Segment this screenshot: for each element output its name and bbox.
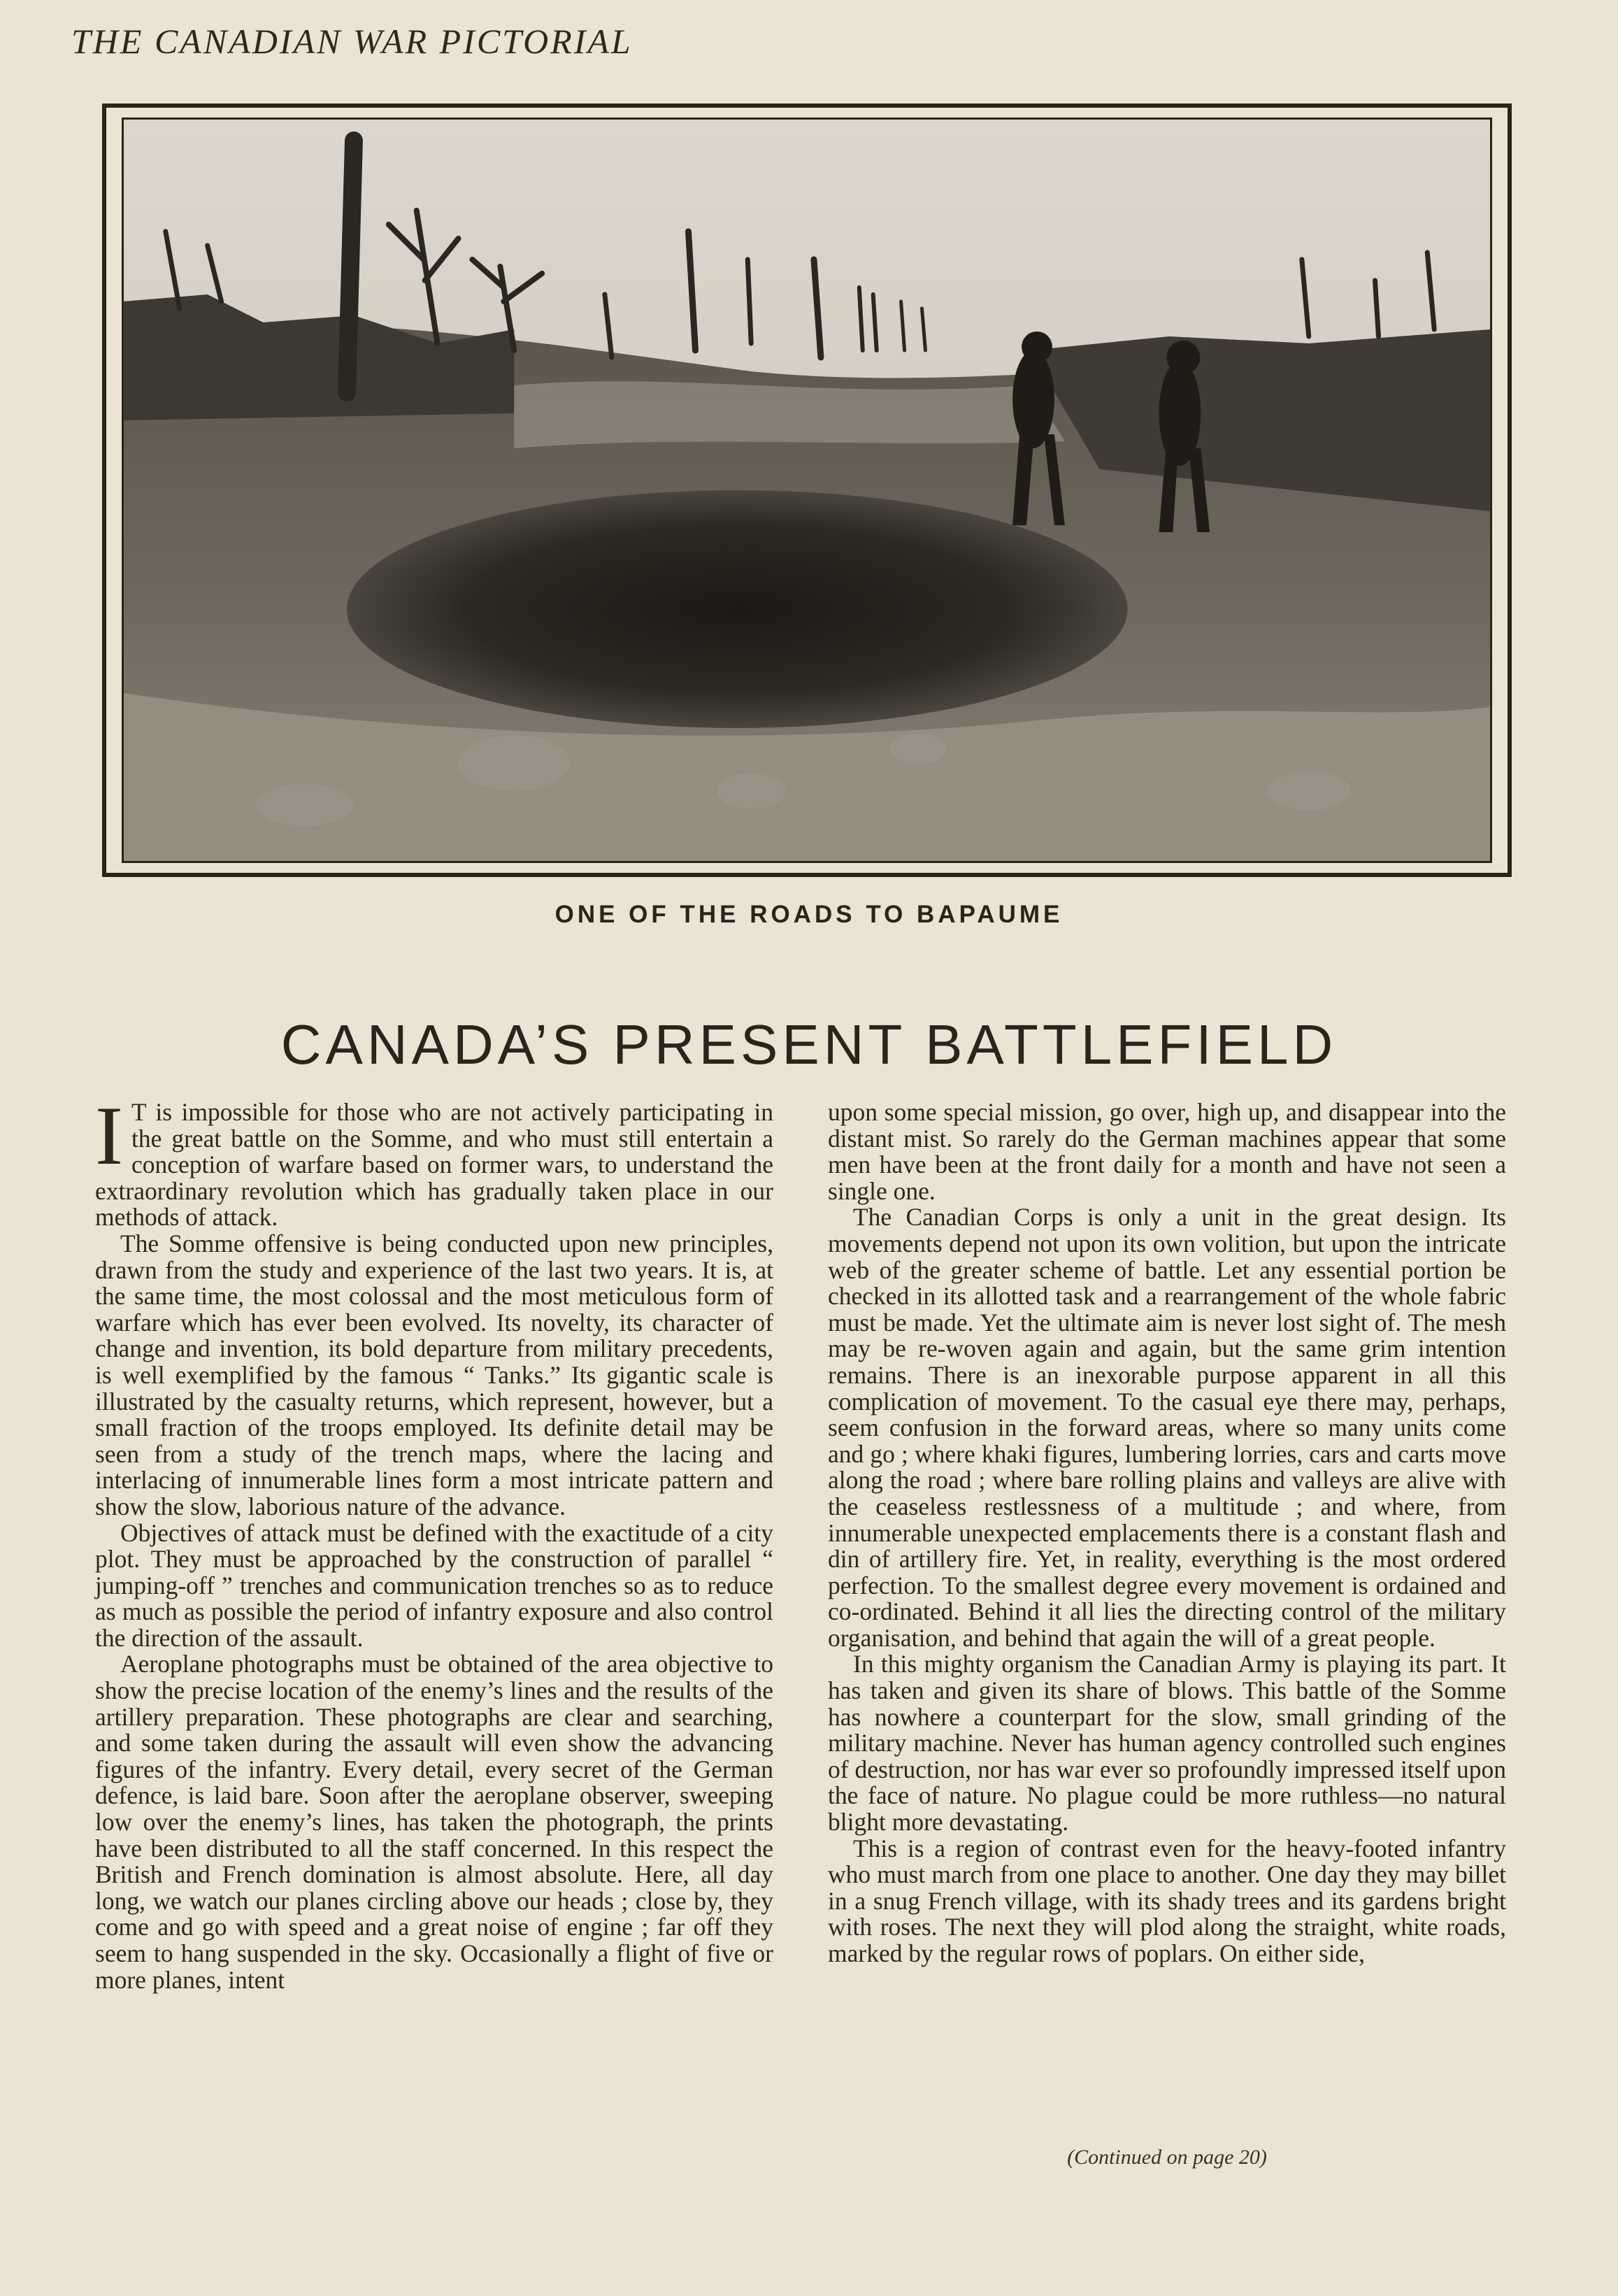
article-paragraph: Objectives of attack must be defined with the exactitude of a city plot. They must be approached by the construction of parallel “ jumping-off ” trenches and communication trenches so as to reduce as much as possible the period of infantry exposure and also control the direction of the assault. [95, 1518, 773, 1652]
article-paragraph: Aeroplane photographs must be obtained of the area objective to show the precise location of the enemy’s lines and the results of the artillery preparation. These photographs are clear and searching, and some taken during the assault will even show the advancing figures of the infantry. Every detail, every secret of the German defence, is laid bare. Soon after the aeroplane observer, sweeping low over the enemy’s lines, has taken the photograph, the prints have been distributed to all the staff concerned. In this respect the British and French domination is almost absolute. Here, all day long, we watch our planes circling above our heads ; close by, they come and go with speed and a great noise of engine ; far off they seem to hang suspended in the sky. Occasionally a flight of five or more planes, intent [95, 1650, 773, 1994]
photo-caption: ONE OF THE ROADS TO BAPAUME [554, 901, 1064, 928]
article-paragraph [95, 1089, 773, 1232]
article-paragraph: The Somme offensive is being conducted upon new principles, drawn from the study and experience of the last two years. It is, at the same time, the most colossal and the most meticulous form of warfare which has ever been evolved. Its novelty, its character of change and invention, its bold departure from military precedents, is well exemplified by the famous “ Tanks.” Its gigantic scale is illustrated by the casualty returns, which represent, however, but a small fraction of the troops employed. Its definite detail may be seen from a study of the trench maps, where the lacing and interlacing of innumerable lines form a most intricate pattern and show the slow, laborious nature of the advance. [95, 1229, 773, 1520]
article-headline: CANADA’S PRESENT BATTLEFIELD [280, 1013, 1338, 1076]
article-column-left [95, 1089, 773, 1994]
drop-cap: I [95, 1089, 123, 1182]
continued-note: (Continued on page 20) [1067, 2146, 1267, 2169]
masthead: THE CANADIAN WAR PICTORIAL [71, 22, 633, 61]
article-paragraph: This is a region of contrast even for the heavy-footed infantry who must march from one place to another. One day they may billet in a snug French village, with its shady trees and its gardens bright with roses. The next they will plod along the straight, white roads, marked by the regular rows of poplars. On either side, [828, 1834, 1506, 1967]
battlefield-photo [122, 117, 1492, 863]
article-column-right [828, 1099, 1506, 1967]
photo-frame [102, 104, 1512, 877]
paragraph-text: T is impossible for those who are not actively participating in the great battle on the Somme, and who must still entertain a conception of warfare based on former wars, to understand the extraordinary revolution which has gradually taken place in our methods of attack. [95, 1098, 773, 1232]
battlefield-photo-image [124, 120, 1490, 861]
article-paragraph: The Canadian Corps is only a unit in the great design. Its movements depend not upon its own volition, but upon the intricate web of the greater scheme of battle. Let any essential portion be checked in its allotted task and a rearrangement of the whole fabric must be made. Yet the ultimate aim is never lost sight of. The mesh may be re-woven again and again, but the same grim intention remains. There is an inexorable purpose apparent in all this complication of movement. To the casual eye there may, perhaps, seem confusion in the forward areas, where so many units come and go ; where khaki figures, lumbering lorries, cars and carts move along the road ; where bare rolling plains and valleys are alive with the ceaseless restlessness of a multitude ; and where, from innumerable unexpected emplacements there is a constant flash and din of artillery fire. Yet, in reality, everything is the most ordered perfection. To the smallest degree every movement is ordained and co-ordinated. Behind it all lies the directing control of the military organisation, and behind that again the will of a great people. [828, 1203, 1506, 1652]
article-paragraph: In this mighty organism the Canadian Army is playing its part. It has taken and given its share of blows. This battle of the Somme has nowhere a counterpart for the slow, small grinding of the military machine. Never has human agency controlled such engines of destruction, nor has war ever so profoundly impressed itself upon the face of nature. No plague could be more ruthless—no natural blight more devastating. [828, 1650, 1506, 1837]
article-paragraph: upon some special mission, go over, high up, and disappear into the distant mist. So rarely do the German machines appear that some men have been at the front daily for a month and have not seen a single one. [828, 1098, 1506, 1205]
